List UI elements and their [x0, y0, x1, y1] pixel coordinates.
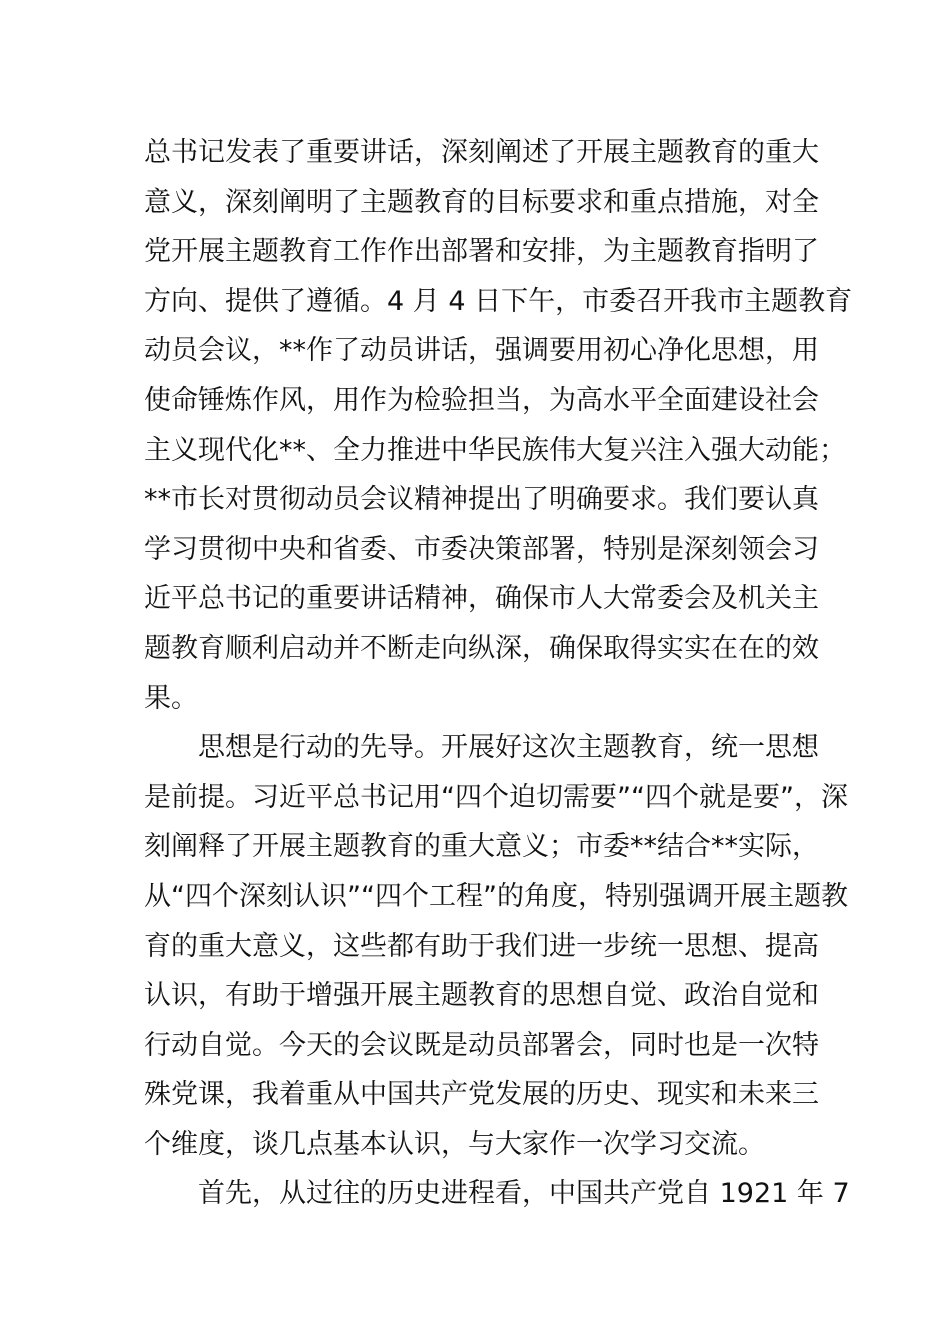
paragraph-first-line: 首先，从过往的历史进程看，中国共产党自 1921 年 7	[198, 1178, 850, 1210]
text-line: 动员会议，**作了动员讲话，强调要用初心净化思想，用	[144, 335, 819, 367]
text-line: 总书记发表了重要讲话，深刻阐述了开展主题教育的重大	[144, 137, 819, 168]
text-line: 殊党课，我着重从中国共产党发展的历史、现实和未来三	[144, 1079, 819, 1111]
paragraph-first-line: 思想是行动的先导。开展好这次主题教育，统一思想	[198, 732, 819, 764]
text-line: 认识，有助于增强开展主题教育的思想自觉、政治自觉和	[144, 980, 819, 1012]
text-line: 刻阐释了开展主题教育的重大意义；市委**结合**实际，	[144, 831, 819, 863]
text-line: 从“四个深刻认识”“四个工程”的角度，特别强调开展主题教	[144, 880, 848, 912]
document-body	[144, 128, 853, 1219]
text-line: 题教育顺利启动并不断走向纵深，确保取得实实在在的效	[144, 632, 819, 664]
text-line: 个维度，谈几点基本认识，与大家作一次学习交流。	[144, 1128, 765, 1160]
text-line: 党开展主题教育工作作出部署和安排，为主题教育指明了	[144, 236, 819, 268]
text-line: 方向、提供了遵循。4 月 4 日下午，市委召开我市主题教育	[144, 285, 853, 317]
text-line: 是前提。习近平总书记用“四个迫切需要”“四个就是要”，深	[144, 781, 848, 813]
text-line: 育的重大意义，这些都有助于我们进一步统一思想、提高	[144, 930, 819, 962]
text-line: 果。	[144, 682, 198, 714]
text-line: 行动自觉。今天的会议既是动员部署会，同时也是一次特	[144, 1029, 819, 1061]
text-line: 近平总书记的重要讲话精神，确保市人大常委会及机关主	[144, 583, 819, 615]
text-line: 主义现代化**、全力推进中华民族伟大复兴注入强大动能；	[144, 434, 846, 466]
text-line: 意义，深刻阐明了主题教育的目标要求和重点措施，对全	[144, 186, 819, 218]
text-line: **市长对贯彻动员会议精神提出了明确要求。我们要认真	[144, 484, 819, 516]
text-line: 使命锤炼作风，用作为检验担当，为高水平全面建设社会	[144, 384, 819, 416]
text-line: 学习贯彻中央和省委、市委决策部署，特别是深刻领会习	[144, 533, 819, 565]
